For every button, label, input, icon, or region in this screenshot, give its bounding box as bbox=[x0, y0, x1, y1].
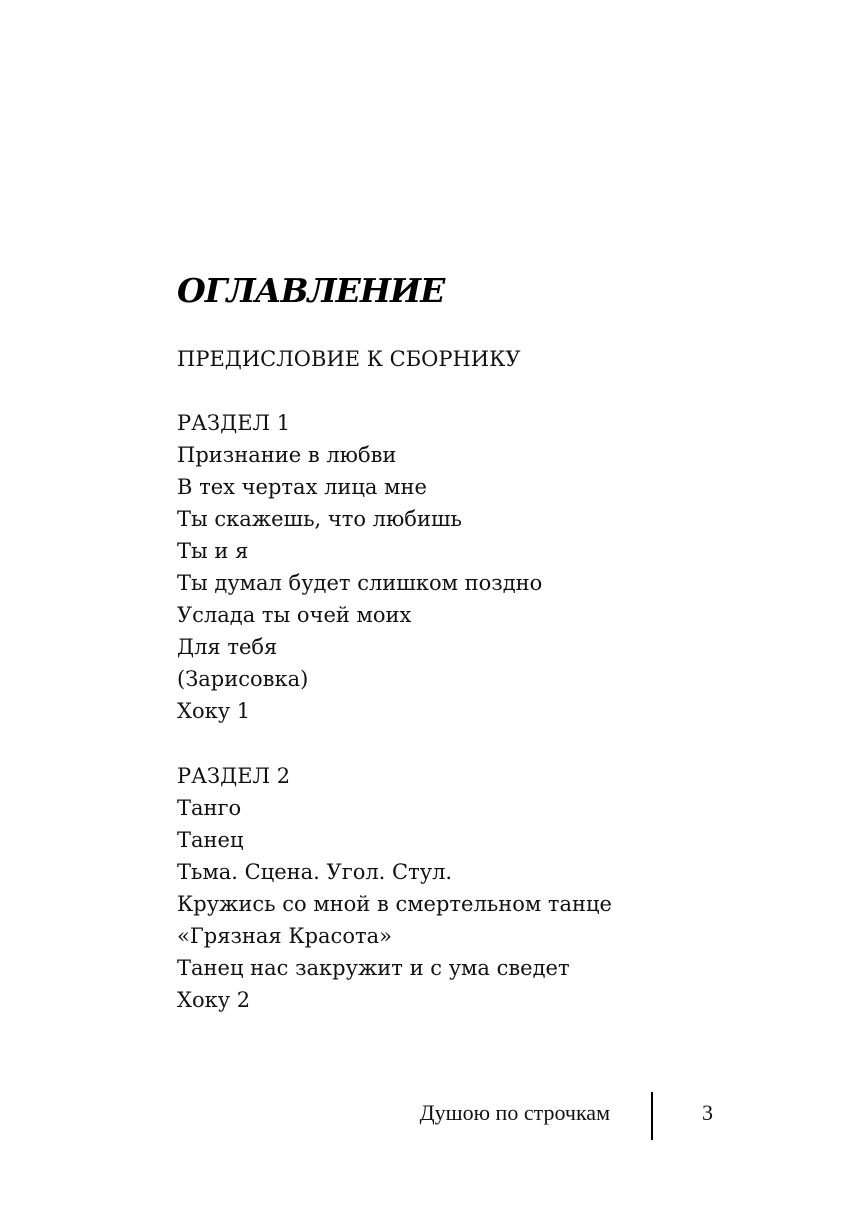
toc-entry: «Грязная Красота» bbox=[177, 924, 392, 948]
toc-entry: (Зарисовка) bbox=[177, 667, 309, 691]
toc-entry: Ты думал будет слишком поздно bbox=[177, 571, 543, 595]
toc-entry: Кружись со мной в смертельном танце bbox=[177, 892, 612, 916]
toc-entry: Хоку 2 bbox=[177, 988, 251, 1012]
toc-section-2 bbox=[177, 760, 612, 1016]
toc-entry: Признание в любви bbox=[177, 443, 397, 467]
toc-entry: Хоку 1 bbox=[177, 699, 251, 723]
toc-entry: Танец нас закружит и с ума сведет bbox=[177, 956, 570, 980]
page-number: 3 bbox=[702, 1100, 713, 1125]
toc-preface-entry: ПРЕДИСЛОВИЕ К СБОРНИКУ bbox=[177, 347, 521, 371]
section-heading: РАЗДЕЛ 2 bbox=[177, 764, 291, 788]
toc-entry: Для тебя bbox=[177, 635, 278, 659]
toc-section-1 bbox=[177, 407, 542, 727]
toc-entry: Ты скажешь, что любишь bbox=[177, 507, 462, 531]
toc-entry: Тьма. Сцена. Угол. Стул. bbox=[177, 860, 453, 884]
toc-title: ОГЛАВЛЕНИЕ bbox=[177, 271, 445, 310]
footer-divider bbox=[651, 1092, 653, 1140]
toc-entry: Ты и я bbox=[177, 539, 249, 563]
toc-entry: Услада ты очей моих bbox=[177, 603, 412, 627]
toc-entry: В тех чертах лица мне bbox=[177, 475, 427, 499]
running-footer-book-title: Душою по строчкам bbox=[419, 1100, 610, 1125]
toc-entry: Танго bbox=[177, 796, 242, 820]
toc-entry: Танец bbox=[177, 828, 244, 852]
section-heading: РАЗДЕЛ 1 bbox=[177, 411, 291, 435]
